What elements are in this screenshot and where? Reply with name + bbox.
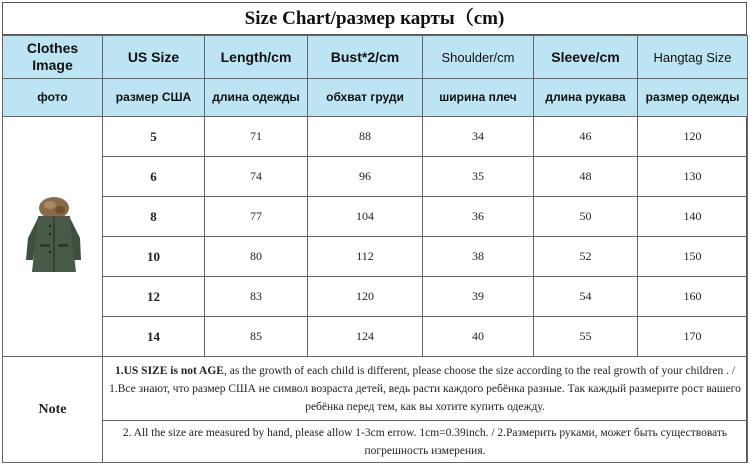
cell-length: 74 bbox=[205, 157, 308, 197]
cell-bust: 96 bbox=[308, 157, 423, 197]
cell-bust: 120 bbox=[308, 277, 423, 317]
header-ru-length: длина одежды bbox=[205, 79, 308, 117]
cell-length: 71 bbox=[205, 117, 308, 157]
cell-hangtag: 150 bbox=[638, 237, 748, 277]
cell-shoulder: 34 bbox=[423, 117, 534, 157]
header-ru-hangtag: размер одежды bbox=[638, 79, 748, 117]
header-us-size: US Size bbox=[103, 36, 205, 79]
cell-hangtag: 120 bbox=[638, 117, 748, 157]
cell-shoulder: 35 bbox=[423, 157, 534, 197]
clothes-image-cell bbox=[3, 117, 103, 357]
cell-bust: 104 bbox=[308, 197, 423, 237]
cell-us-size: 6 bbox=[103, 157, 205, 197]
note-row-2 bbox=[3, 421, 748, 463]
cell-bust: 88 bbox=[308, 117, 423, 157]
cell-length: 77 bbox=[205, 197, 308, 237]
table-row bbox=[3, 117, 748, 157]
cell-shoulder: 36 bbox=[423, 197, 534, 237]
cell-us-size: 12 bbox=[103, 277, 205, 317]
cell-shoulder: 38 bbox=[423, 237, 534, 277]
header-sleeve: Sleeve/cm bbox=[534, 36, 638, 79]
table-row bbox=[3, 317, 748, 357]
header-ru-photo: фото bbox=[3, 79, 103, 117]
note-line-1-bold: 1.US SIZE is not AGE bbox=[114, 364, 224, 377]
header-hangtag: Hangtag Size bbox=[638, 36, 748, 79]
table-row bbox=[3, 197, 748, 237]
header-shoulder: Shoulder/cm bbox=[423, 36, 534, 79]
header-row-ru bbox=[3, 79, 748, 117]
cell-shoulder: 40 bbox=[423, 317, 534, 357]
note-line-1-text: , as the growth of each child is different, please choose the size according to the real growth of your children . / 1.Все знают, что размер США не символ возраста детей, ведь расти каждого ребёнка разные. Так каждый размерите рост вашего ребёнка перед тем, как вы хотите купить одежду. bbox=[109, 364, 741, 413]
cell-us-size: 14 bbox=[103, 317, 205, 357]
cell-sleeve: 52 bbox=[534, 237, 638, 277]
cell-sleeve: 48 bbox=[534, 157, 638, 197]
header-row-en bbox=[3, 36, 748, 79]
cell-shoulder: 39 bbox=[423, 277, 534, 317]
table-row bbox=[3, 277, 748, 317]
cell-length: 80 bbox=[205, 237, 308, 277]
cell-us-size: 8 bbox=[103, 197, 205, 237]
header-bust: Bust*2/cm bbox=[308, 36, 423, 79]
header-length: Length/cm bbox=[205, 36, 308, 79]
cell-sleeve: 46 bbox=[534, 117, 638, 157]
cell-sleeve: 50 bbox=[534, 197, 638, 237]
coat-image bbox=[18, 192, 88, 282]
note-line-2: 2. All the size are measured by hand, please allow 1-3cm errow. 1cm=0.39inch. / 2.Размерить руками, может быть существовать погрешность измерения. bbox=[103, 421, 748, 463]
cell-hangtag: 130 bbox=[638, 157, 748, 197]
cell-us-size: 5 bbox=[103, 117, 205, 157]
size-table bbox=[2, 35, 748, 463]
cell-bust: 112 bbox=[308, 237, 423, 277]
cell-hangtag: 170 bbox=[638, 317, 748, 357]
chart-title: Size Chart/размер карты（cm) bbox=[2, 2, 747, 35]
cell-hangtag: 160 bbox=[638, 277, 748, 317]
header-clothes-image: Clothes Image bbox=[3, 36, 103, 79]
cell-sleeve: 55 bbox=[534, 317, 638, 357]
cell-sleeve: 54 bbox=[534, 277, 638, 317]
table-row bbox=[3, 157, 748, 197]
table-row bbox=[3, 237, 748, 277]
cell-length: 85 bbox=[205, 317, 308, 357]
header-ru-bust: обхват груди bbox=[308, 79, 423, 117]
cell-length: 83 bbox=[205, 277, 308, 317]
cell-us-size: 10 bbox=[103, 237, 205, 277]
cell-hangtag: 140 bbox=[638, 197, 748, 237]
cell-bust: 124 bbox=[308, 317, 423, 357]
note-line-1 bbox=[103, 357, 748, 421]
header-ru-shoulder: ширина плеч bbox=[423, 79, 534, 117]
note-label: Note bbox=[3, 357, 103, 463]
header-ru-us-size: размер США bbox=[103, 79, 205, 117]
header-ru-sleeve: длина рукава bbox=[534, 79, 638, 117]
note-row-1 bbox=[3, 357, 748, 421]
